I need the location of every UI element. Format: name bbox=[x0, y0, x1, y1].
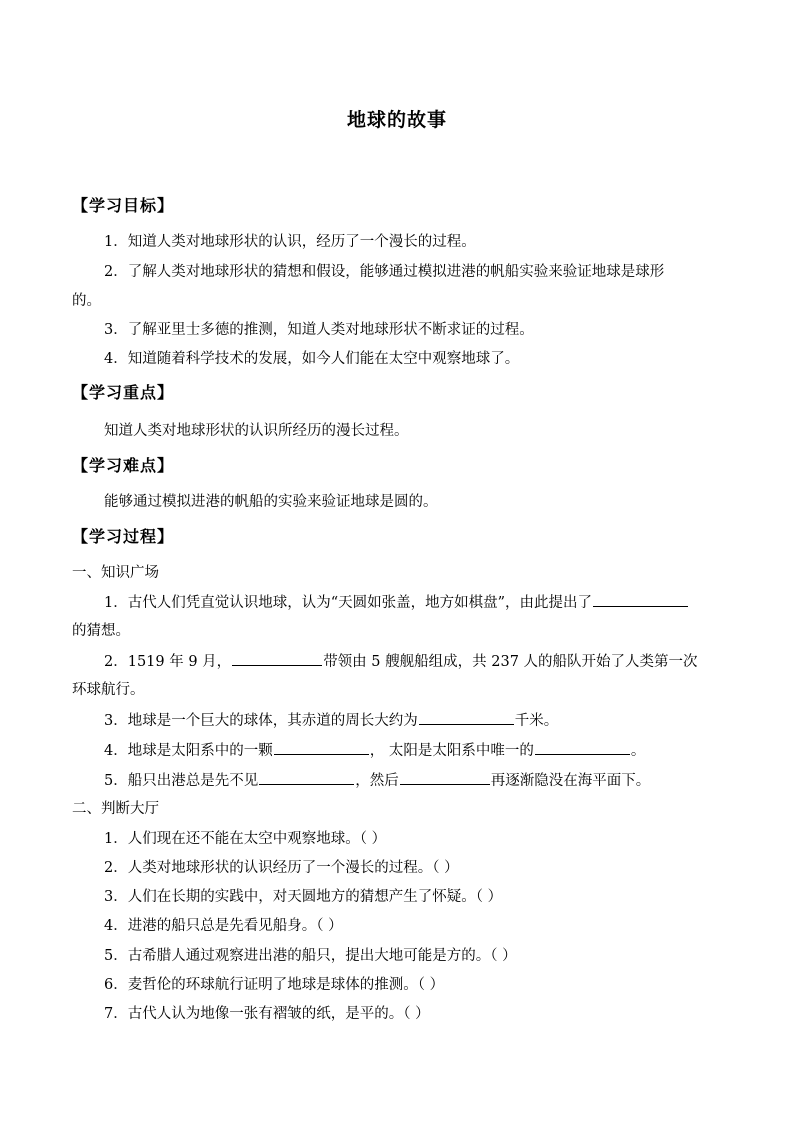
key-heading: 【学习重点】 bbox=[72, 383, 175, 402]
question-text: 1．古代人们凭直觉认识地球，认为“天圆如张盖，地方如棋盘”，由此提出了 bbox=[104, 595, 593, 611]
question-text: 再逐渐隐没在海平面下。 bbox=[490, 773, 651, 789]
difficulty-text: 能够通过模拟进港的帆船的实验来验证地球是圆的。 bbox=[104, 494, 438, 510]
question-text: 2．1519 年 9 月， bbox=[104, 654, 232, 670]
goal-item: 3．了解亚里士多德的推测，知道人类对地球形状不断求证的过程。 bbox=[104, 322, 534, 338]
fill-question-2-continued: 环球航行。 bbox=[72, 682, 145, 698]
question-text: 5．船只出港总是先不见 bbox=[104, 773, 259, 789]
question-text: 。 bbox=[630, 743, 646, 759]
fill-question-2 bbox=[104, 651, 698, 672]
answer-blank[interactable] bbox=[593, 592, 688, 607]
page-title: 地球的故事 bbox=[346, 109, 447, 131]
fill-question-5 bbox=[104, 770, 650, 791]
question-text: 3．地球是一个巨大的球体，其赤道的周长大约为 bbox=[104, 713, 418, 729]
judge-question: 1．人们现在还不能在太空中观察地球。（ ） bbox=[104, 831, 387, 847]
part2-heading: 二、判断大厅 bbox=[72, 801, 159, 817]
part1-heading: 一、知识广场 bbox=[72, 565, 159, 581]
key-text: 知道人类对地球形状的认识所经历的漫长过程。 bbox=[104, 423, 409, 439]
question-text: ， 太阳是太阳系中唯一的 bbox=[369, 743, 534, 759]
answer-blank[interactable] bbox=[232, 651, 322, 666]
fill-question-1-continued: 的猜想。 bbox=[72, 623, 130, 639]
judge-question: 2．人类对地球形状的认识经历了一个漫长的过程。（ ） bbox=[104, 860, 459, 876]
answer-blank[interactable] bbox=[535, 740, 630, 755]
fill-question-4 bbox=[104, 740, 645, 761]
process-heading: 【学习过程】 bbox=[72, 527, 175, 546]
answer-blank[interactable] bbox=[400, 770, 490, 785]
judge-question: 4．进港的船只总是先看见船身。（ ） bbox=[104, 918, 343, 934]
judge-question: 6．麦哲伦的环球航行证明了地球是球体的推测。（ ） bbox=[104, 977, 445, 993]
question-text: 千米。 bbox=[514, 713, 559, 729]
judge-question: 5．古希腊人通过观察进出港的船只，提出大地可能是方的。（ ） bbox=[104, 948, 517, 964]
answer-blank[interactable] bbox=[274, 740, 369, 755]
judge-question: 7．古代人认为地像一张有褶皱的纸，是平的。（ ） bbox=[104, 1006, 430, 1022]
goal-item: 4．知道随着科学技术的发展，如今人们能在太空中观察地球了。 bbox=[104, 351, 520, 367]
question-text: 4．地球是太阳系中的一颗 bbox=[104, 743, 273, 759]
answer-blank[interactable] bbox=[419, 710, 514, 725]
difficulty-heading: 【学习难点】 bbox=[72, 456, 175, 475]
fill-question-1 bbox=[104, 592, 689, 613]
question-text: ，然后 bbox=[355, 773, 399, 789]
judge-question: 3．人们在长期的实践中，对天圆地方的猜想产生了怀疑。（ ） bbox=[104, 889, 503, 905]
goal-item: 2．了解人类对地球形状的猜想和假设，能够通过模拟进港的帆船实验来验证地球是球形 bbox=[104, 264, 665, 280]
goal-item-continued: 的。 bbox=[72, 293, 101, 309]
fill-question-3 bbox=[104, 710, 558, 731]
goals-heading: 【学习目标】 bbox=[72, 196, 175, 215]
answer-blank[interactable] bbox=[259, 770, 354, 785]
goal-item: 1．知道人类对地球形状的认识，经历了一个漫长的过程。 bbox=[104, 234, 476, 250]
question-text: 带领由 5 艘舰船组成，共 237 人的船队开始了人类第一次 bbox=[323, 654, 698, 670]
